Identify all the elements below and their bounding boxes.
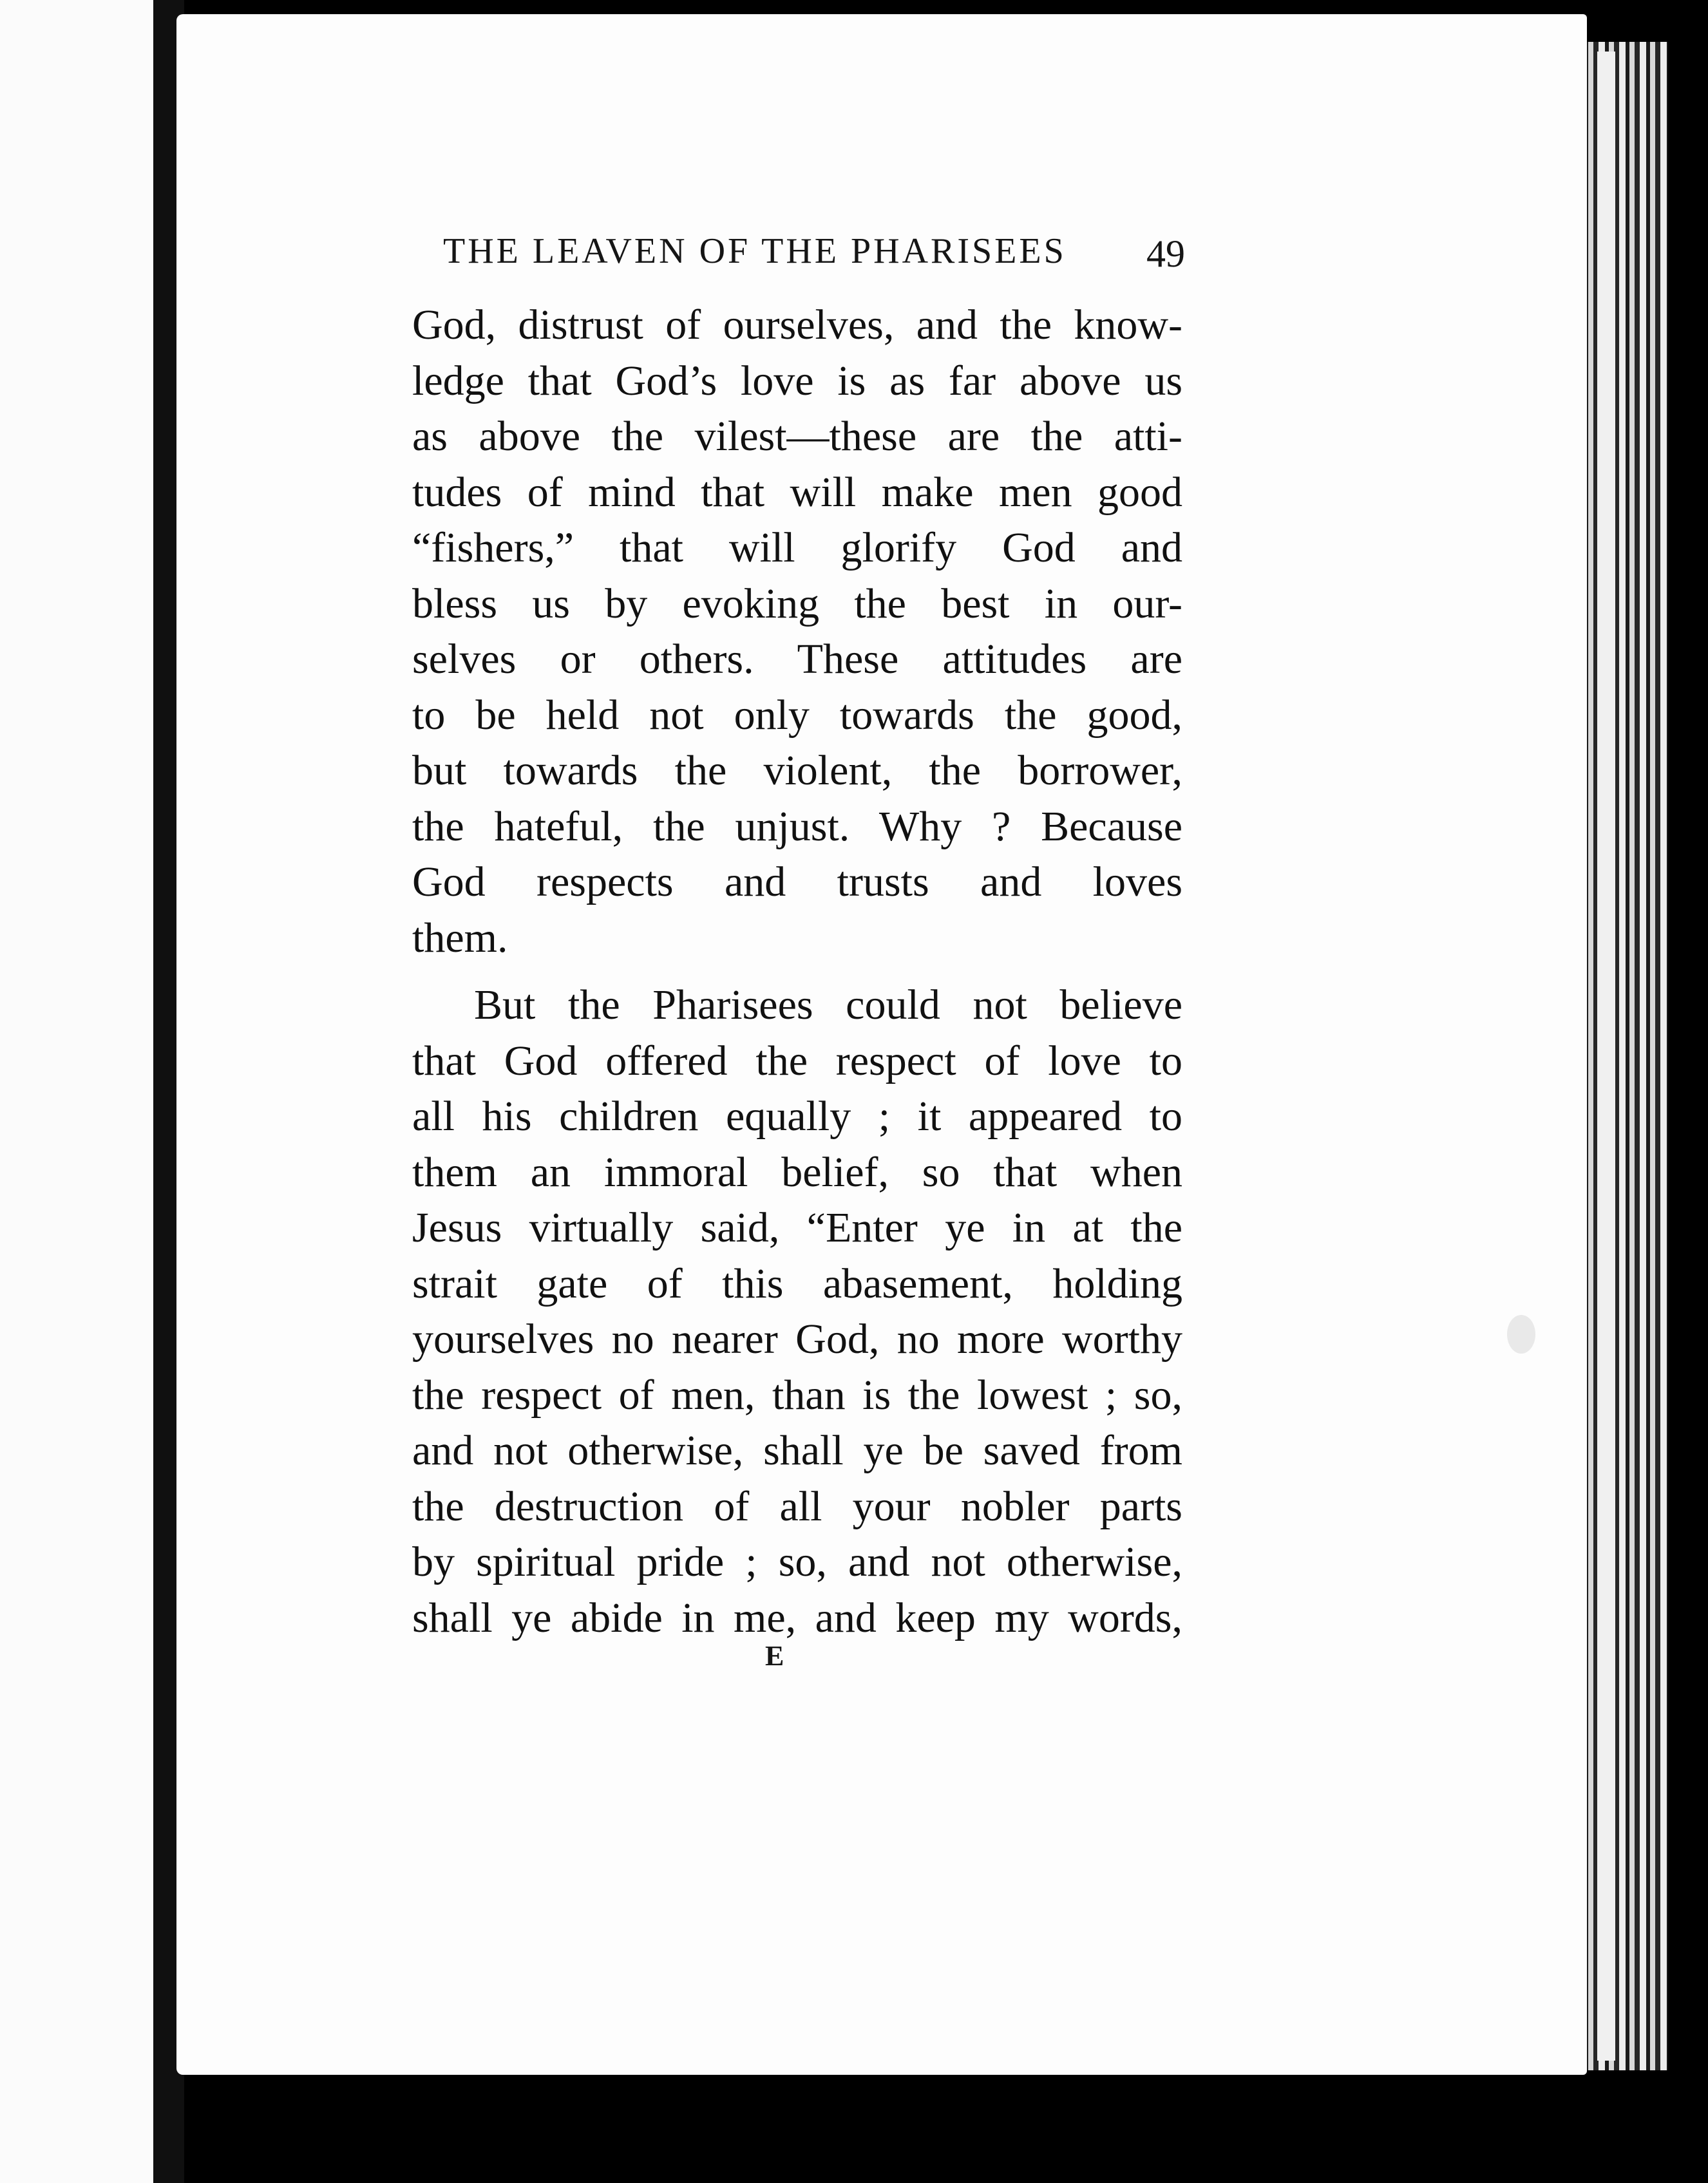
text-line: all his children equally ; it appeared to [412,1093,1182,1140]
page-edge-highlight [1597,52,1615,2061]
text-line: “fishers,” that will glorify God and [412,524,1182,571]
text-line: the hateful, the unjust. Why ? Because [412,802,1182,850]
text-line: and not otherwise, shall ye be saved from [412,1427,1182,1474]
text-line: God, distrust of ourselves, and the know- [412,301,1182,348]
paper-speck [1507,1315,1535,1354]
left-page-edge [0,0,153,2183]
text-line: the destruction of all your nobler parts [412,1482,1182,1530]
text-line: tudes of mind that will make men good [412,468,1182,516]
text-line: Jesus virtually said, “Enter ye in at the [412,1204,1182,1251]
text-line: ledge that God’s love is as far above us [412,357,1182,404]
running-title: THE LEAVEN OF THE PHARISEES [443,231,1067,271]
text-line: them an immoral belief, so that when [412,1148,1182,1196]
text-line: that God offered the respect of love to [412,1037,1182,1084]
text-line: to be held not only towards the good, [412,691,1182,739]
text-line: them. [412,914,508,961]
text-line: God respects and trusts and loves [412,858,1182,905]
page-number: 49 [1146,232,1185,275]
text-line: the respect of men, than is the lowest ; so, [412,1371,1182,1419]
text-line: shall ye abide in me, and keep my words, [412,1594,1182,1641]
paragraph-gap [412,966,1182,978]
text-line: bless us by evoking the best in our- [412,580,1182,627]
text-line: selves or others. These attitudes are [412,636,1182,683]
running-head [443,231,1185,282]
text-line: But the Pharisees could not believe [474,981,1182,1028]
signature-mark: E [765,1640,784,1672]
text-line: yourselves no nearer God, no more worthy [412,1316,1182,1363]
text-line: strait gate of this abasement, holding [412,1260,1182,1307]
text-line: as above the vilest—these are the atti- [412,413,1182,460]
body-text [412,298,1182,1646]
text-line: but towards the violent, the borrower, [412,747,1182,794]
text-line: by spiritual pride ; so, and not otherwise, [412,1538,1182,1585]
